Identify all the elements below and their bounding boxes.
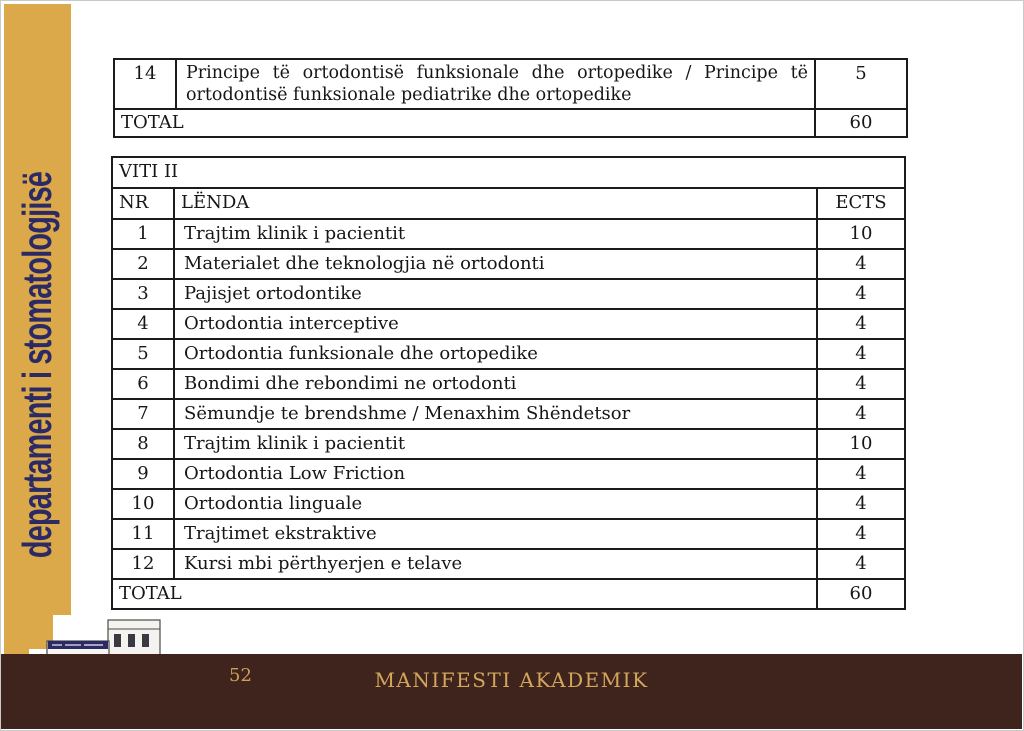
cell-ects: 4: [817, 459, 905, 489]
table-row: [112, 399, 905, 429]
table-row: [112, 249, 905, 279]
column-header-nr: NR: [112, 188, 174, 219]
cell-nr: 9: [112, 459, 174, 489]
cell-nr: 6: [112, 369, 174, 399]
cell-ects: 4: [817, 489, 905, 519]
total-value: 60: [817, 579, 905, 609]
cell-subject: Ortodontia Low Friction: [174, 459, 817, 489]
footer-title: MANIFESTI AKADEMIK: [374, 668, 649, 692]
total-label: TOTAL: [112, 579, 817, 609]
cell-ects: 10: [817, 429, 905, 459]
cell-ects: 4: [817, 519, 905, 549]
cell-nr: 12: [112, 549, 174, 579]
cell-subject: Ortodontia linguale: [174, 489, 817, 519]
column-header-subject: LËNDA: [174, 188, 817, 219]
sidebar-gold-bar: [4, 4, 71, 654]
cell-subject: Sëmundje te brendshme / Menaxhim Shëndetsor: [174, 399, 817, 429]
table-row: [112, 519, 905, 549]
footer-bar: [1, 654, 1022, 729]
table-row: [112, 489, 905, 519]
cell-subject: Bondimi dhe rebondimi ne ortodonti: [174, 369, 817, 399]
total-label: TOTAL: [114, 109, 815, 137]
cell-subject: Trajtimet ekstraktive: [174, 519, 817, 549]
table-viti2: [111, 156, 906, 610]
table-row: [112, 459, 905, 489]
table-row: [112, 339, 905, 369]
page-number: 52: [229, 665, 252, 686]
cell-nr: 8: [112, 429, 174, 459]
cell-subject: Ortodontia interceptive: [174, 309, 817, 339]
cell-ects: 4: [817, 399, 905, 429]
cell-ects: 4: [817, 339, 905, 369]
cell-nr: 2: [112, 249, 174, 279]
cell-ects: 4: [817, 369, 905, 399]
cell-nr: 4: [112, 309, 174, 339]
cell-ects: 5: [815, 59, 907, 109]
table-title-row: [112, 157, 905, 188]
cell-subject: Trajtim klinik i pacientit: [174, 219, 817, 249]
table-header-row: [112, 188, 905, 219]
cell-nr: 11: [112, 519, 174, 549]
cell-subject: Materialet dhe teknologjia në ortodonti: [174, 249, 817, 279]
cell-nr: 14: [114, 59, 176, 109]
department-title-text: departamenti i stomatologjisë: [14, 171, 60, 559]
table-row: [112, 549, 905, 579]
cell-nr: 10: [112, 489, 174, 519]
cell-nr: 7: [112, 399, 174, 429]
cell-ects: 4: [817, 309, 905, 339]
table-row: [112, 369, 905, 399]
cell-ects: 10: [817, 219, 905, 249]
cell-subject: Kursi mbi përthyerjen e telave: [174, 549, 817, 579]
cell-ects: 4: [817, 279, 905, 309]
cell-ects: 4: [817, 249, 905, 279]
table-viti1-continued: [113, 58, 908, 138]
cell-subject: Principe të ortodontisë funksionale dhe ortopedike / Principe të ortodontisë funksionale pediatrike dhe ortopedike: [176, 59, 815, 109]
cell-subject: Ortodontia funksionale dhe ortopedike: [174, 339, 817, 369]
table-row: [112, 279, 905, 309]
column-header-ects: ECTS: [817, 188, 905, 219]
table-row: [112, 309, 905, 339]
total-value: 60: [815, 109, 907, 137]
table-viti2-body: [112, 219, 905, 579]
table-row: [112, 429, 905, 459]
table-title: VITI II: [112, 157, 905, 188]
cell-nr: 3: [112, 279, 174, 309]
table-row: [114, 59, 907, 109]
table-row-total: [114, 109, 907, 137]
table-row-total: [112, 579, 905, 609]
table-row: [112, 219, 905, 249]
table-viti1-body: [114, 59, 907, 109]
cell-ects: 4: [817, 549, 905, 579]
cell-nr: 5: [112, 339, 174, 369]
cell-nr: 1: [112, 219, 174, 249]
cell-subject: Trajtim klinik i pacientit: [174, 429, 817, 459]
cell-subject: Pajisjet ortodontike: [174, 279, 817, 309]
